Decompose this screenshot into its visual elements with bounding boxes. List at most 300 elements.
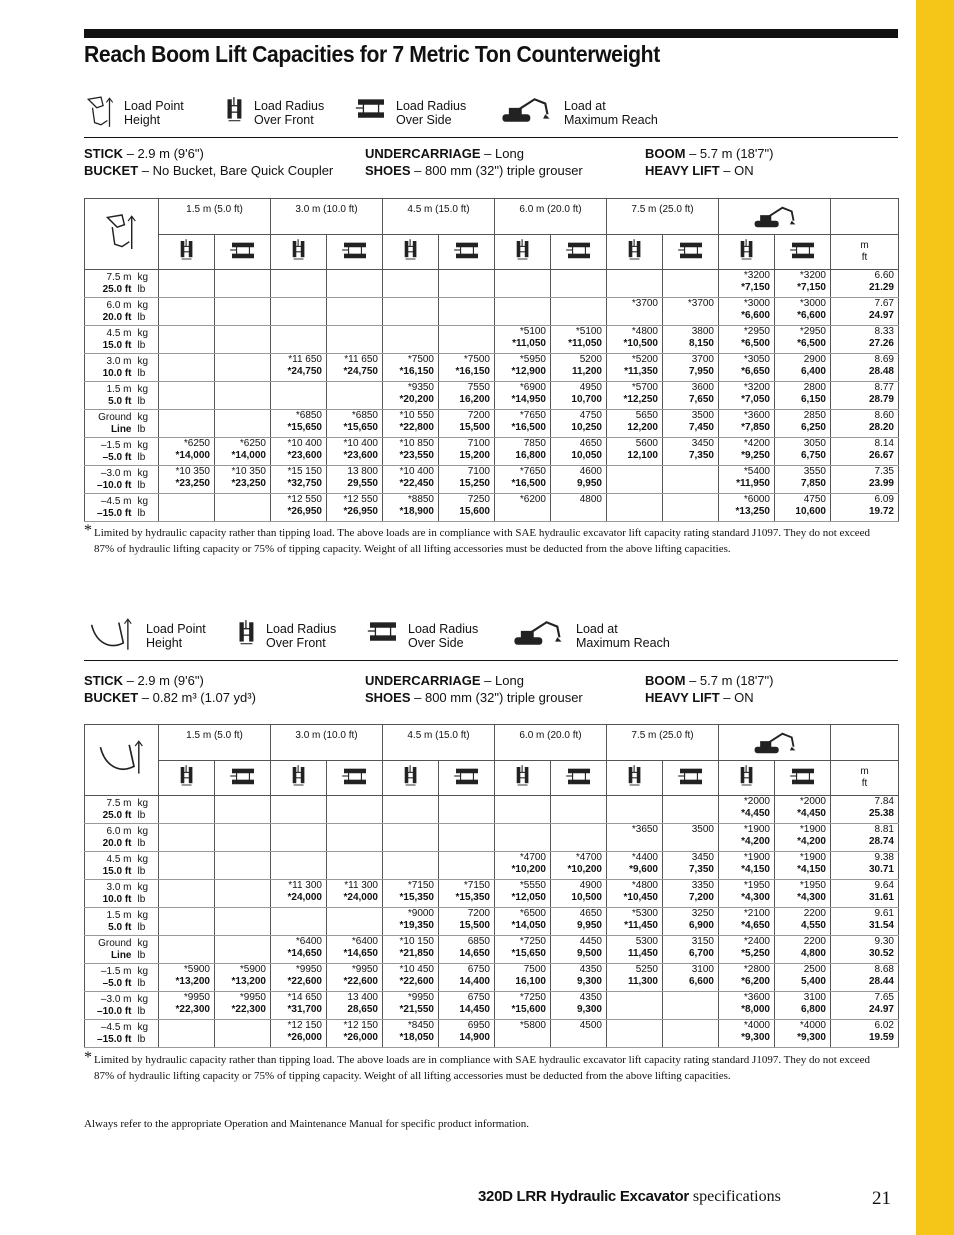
capacity-cell: *14 650 *31,700 bbox=[271, 992, 327, 1020]
capacity-cell: *10 850 *23,550 bbox=[383, 438, 439, 466]
capacity-cell bbox=[551, 796, 607, 824]
capacity-cell: *3050 *6,650 bbox=[719, 354, 775, 382]
capacity-cell bbox=[495, 824, 551, 852]
unit-label: kg lb bbox=[135, 298, 159, 326]
capacity-cell: 4350 9,300 bbox=[551, 964, 607, 992]
legend-item-load-radius-front bbox=[236, 618, 336, 650]
load-radius-over-side-icon bbox=[453, 239, 481, 261]
side-icon-cell bbox=[663, 761, 719, 796]
capacity-cell bbox=[215, 410, 271, 438]
capacity-cell: 7500 16,100 bbox=[495, 964, 551, 992]
load-at-max-reach-icon bbox=[508, 618, 568, 648]
divider bbox=[84, 660, 898, 661]
front-icon-cell bbox=[495, 761, 551, 796]
distance-header: 3.0 m (10.0 ft) bbox=[271, 199, 383, 235]
capacity-cell: 7100 15,250 bbox=[439, 466, 495, 494]
capacity-cell bbox=[159, 852, 215, 880]
table-row bbox=[85, 466, 899, 494]
capacity-cell: 7250 15,600 bbox=[439, 494, 495, 522]
capacity-cell: 5650 12,200 bbox=[607, 410, 663, 438]
max-reach-cell: 8.81 28.74 bbox=[831, 824, 899, 852]
spec-boom-2: BOOM – 5.7 m (18'7") HEAVY LIFT – ON bbox=[645, 673, 774, 705]
spec-stick-bucket-1: STICK – 2.9 m (9'6") BUCKET – No Bucket, Bare Quick Coupler bbox=[84, 146, 334, 178]
unit-label: kg lb bbox=[135, 964, 159, 992]
distance-header: 4.5 m (15.0 ft) bbox=[383, 199, 495, 235]
lift-capacity-table-2 bbox=[84, 724, 899, 1048]
capacity-cell: *12 550 *26,950 bbox=[327, 494, 383, 522]
max-reach-cell: 7.35 23.99 bbox=[831, 466, 899, 494]
unit-label: kg lb bbox=[135, 908, 159, 936]
capacity-cell: *5400 *11,950 bbox=[719, 466, 775, 494]
capacity-cell: *5200 *11,350 bbox=[607, 354, 663, 382]
capacity-cell: *12 150 *26,000 bbox=[271, 1020, 327, 1048]
capacity-cell bbox=[271, 270, 327, 298]
capacity-cell: 3500 bbox=[663, 824, 719, 852]
capacity-cell: 4350 9,300 bbox=[551, 992, 607, 1020]
capacity-cell bbox=[215, 1020, 271, 1048]
load-radius-over-side-icon bbox=[677, 765, 705, 787]
table-row bbox=[85, 992, 899, 1020]
legend-label: Load Radius Over Side bbox=[396, 99, 467, 127]
max-reach-cell: 8.68 28.44 bbox=[831, 964, 899, 992]
front-icon-cell bbox=[383, 235, 439, 270]
load-radius-over-side-icon bbox=[229, 765, 257, 787]
capacity-cell: 5300 11,450 bbox=[607, 936, 663, 964]
max-reach-cell: 8.77 28.79 bbox=[831, 382, 899, 410]
side-icon-cell bbox=[439, 235, 495, 270]
table-row bbox=[85, 354, 899, 382]
capacity-cell: *15 150 *32,750 bbox=[271, 466, 327, 494]
legend-item-load-point-height bbox=[86, 618, 206, 652]
table-row bbox=[85, 270, 899, 298]
max-reach-cell: 8.14 26.67 bbox=[831, 438, 899, 466]
capacity-cell: 2800 6,150 bbox=[775, 382, 831, 410]
capacity-cell: *1900 *4,150 bbox=[719, 852, 775, 880]
capacity-cell bbox=[607, 270, 663, 298]
capacity-cell: *11 650 *24,750 bbox=[327, 354, 383, 382]
side-icon-cell bbox=[327, 235, 383, 270]
footnote-2: * Limited by hydraulic capacity rather than tipping load. The above loads are in compliance with SAE hydraulic excavator lift capacity rating standard J1097. They do not exceed 87% of hydraulic lifting capacity or 75% of tipping capacity. Weight of all lifting accessories must be deducted from the above lifting capacities. bbox=[84, 1049, 871, 1082]
load-radius-over-front-icon bbox=[178, 763, 196, 789]
table-row bbox=[85, 298, 899, 326]
capacity-cell: 4750 10,250 bbox=[551, 410, 607, 438]
capacity-cell bbox=[663, 466, 719, 494]
capacity-cell bbox=[215, 494, 271, 522]
max-reach-header bbox=[719, 199, 831, 235]
capacity-cell: 4650 10,050 bbox=[551, 438, 607, 466]
max-reach-cell: 6.02 19.59 bbox=[831, 1020, 899, 1048]
capacity-cell bbox=[215, 382, 271, 410]
capacity-cell: *6250 *14,000 bbox=[215, 438, 271, 466]
capacity-cell bbox=[271, 824, 327, 852]
capacity-cell: *9000 *19,350 bbox=[383, 908, 439, 936]
capacity-cell: *3200 *7,150 bbox=[775, 270, 831, 298]
load-point-height-label: –4.5 m –15.0 ft bbox=[85, 494, 135, 522]
capacity-cell: 3800 8,150 bbox=[663, 326, 719, 354]
table-row bbox=[85, 852, 899, 880]
load-radius-over-front-icon bbox=[626, 763, 644, 789]
capacity-cell bbox=[215, 326, 271, 354]
footer-model bbox=[478, 1188, 781, 1206]
side-icon-cell bbox=[663, 235, 719, 270]
capacity-cell bbox=[215, 270, 271, 298]
capacity-cell bbox=[327, 298, 383, 326]
side-icon-cell bbox=[775, 235, 831, 270]
capacity-cell: 3050 6,750 bbox=[775, 438, 831, 466]
unit-label: kg lb bbox=[135, 382, 159, 410]
footnote-1: * Limited by hydraulic capacity rather than tipping load. The above loads are in compliance with SAE hydraulic excavator lift capacity rating standard J1097. They do not exceed 87% of hydraulic lifting capacity or 75% of tipping capacity. Weight of all lifting accessories must be deducted from the above lifting capacities. bbox=[84, 522, 871, 555]
capacity-cell: *6250 *14,000 bbox=[159, 438, 215, 466]
capacity-cell: 5200 11,200 bbox=[551, 354, 607, 382]
front-icon-cell bbox=[159, 235, 215, 270]
capacity-cell: 4500 bbox=[551, 1020, 607, 1048]
capacity-cell bbox=[215, 824, 271, 852]
capacity-cell: 7200 15,500 bbox=[439, 908, 495, 936]
capacity-cell: *2400 *5,250 bbox=[719, 936, 775, 964]
capacity-cell: 3500 7,450 bbox=[663, 410, 719, 438]
capacity-cell: 13 400 28,650 bbox=[327, 992, 383, 1020]
capacity-cell bbox=[215, 936, 271, 964]
capacity-cell bbox=[159, 824, 215, 852]
reach-unit-blank bbox=[831, 725, 899, 761]
capacity-cell: 5250 11,300 bbox=[607, 964, 663, 992]
load-radius-over-front-icon bbox=[514, 763, 532, 789]
capacity-cell: 7550 16,200 bbox=[439, 382, 495, 410]
capacity-cell: *2000 *4,450 bbox=[775, 796, 831, 824]
legend-label: Load Point Height bbox=[146, 622, 206, 650]
capacity-cell bbox=[271, 326, 327, 354]
capacity-cell: *8850 *18,900 bbox=[383, 494, 439, 522]
capacity-cell: 2500 5,400 bbox=[775, 964, 831, 992]
side-icon-cell bbox=[439, 761, 495, 796]
capacity-cell bbox=[607, 494, 663, 522]
unit-label: kg lb bbox=[135, 1020, 159, 1048]
capacity-cell: 6850 14,650 bbox=[439, 936, 495, 964]
load-radius-over-side-icon bbox=[677, 239, 705, 261]
capacity-cell: 7100 15,200 bbox=[439, 438, 495, 466]
max-reach-cell: 6.09 19.72 bbox=[831, 494, 899, 522]
capacity-cell: *4000 *9,300 bbox=[775, 1020, 831, 1048]
spec-undercarriage-1: UNDERCARRIAGE – Long SHOES – 800 mm (32") triple grouser bbox=[365, 146, 583, 178]
legend-label: Load at Maximum Reach bbox=[576, 622, 670, 650]
capacity-cell bbox=[159, 796, 215, 824]
capacity-cell: *11 650 *24,750 bbox=[271, 354, 327, 382]
capacity-cell bbox=[439, 298, 495, 326]
front-icon-cell bbox=[271, 761, 327, 796]
capacity-cell: 13 800 29,550 bbox=[327, 466, 383, 494]
capacity-cell bbox=[439, 270, 495, 298]
capacity-cell: *5900 *13,200 bbox=[159, 964, 215, 992]
load-radius-over-front-icon bbox=[290, 763, 308, 789]
spec-boom-1: BOOM – 5.7 m (18'7") HEAVY LIFT – ON bbox=[645, 146, 774, 178]
capacity-cell bbox=[159, 1020, 215, 1048]
capacity-cell: *6000 *13,250 bbox=[719, 494, 775, 522]
capacity-cell: 3100 6,800 bbox=[775, 992, 831, 1020]
load-radius-over-side-icon bbox=[789, 765, 817, 787]
capacity-cell: *4200 *9,250 bbox=[719, 438, 775, 466]
capacity-cell: *10 550 *22,800 bbox=[383, 410, 439, 438]
capacity-cell: *5900 *13,200 bbox=[215, 964, 271, 992]
table-row bbox=[85, 964, 899, 992]
table-row bbox=[85, 824, 899, 852]
capacity-cell: 5600 12,100 bbox=[607, 438, 663, 466]
corner-icon-cell bbox=[85, 725, 159, 796]
capacity-cell: *5700 *12,250 bbox=[607, 382, 663, 410]
divider bbox=[84, 137, 898, 138]
load-at-max-reach-icon bbox=[749, 730, 801, 756]
unit-label: kg lb bbox=[135, 410, 159, 438]
distance-header: 7.5 m (25.0 ft) bbox=[607, 199, 719, 235]
legend-label: Load at Maximum Reach bbox=[564, 99, 658, 127]
capacity-cell: *7150 *15,350 bbox=[439, 880, 495, 908]
load-point-height-label: –1.5 m –5.0 ft bbox=[85, 964, 135, 992]
capacity-cell: *3200 *7,050 bbox=[719, 382, 775, 410]
legend-top bbox=[84, 95, 898, 139]
capacity-cell: *8450 *18,050 bbox=[383, 1020, 439, 1048]
table-row bbox=[85, 796, 899, 824]
capacity-cell: *3650 bbox=[607, 824, 663, 852]
load-point-height-label: 6.0 m 20.0 ft bbox=[85, 824, 135, 852]
unit-label: kg lb bbox=[135, 796, 159, 824]
distance-header: 3.0 m (10.0 ft) bbox=[271, 725, 383, 761]
max-reach-cell: 7.84 25.38 bbox=[831, 796, 899, 824]
capacity-cell: 4650 9,950 bbox=[551, 908, 607, 936]
capacity-cell: 4950 10,700 bbox=[551, 382, 607, 410]
capacity-cell: 7200 15,500 bbox=[439, 410, 495, 438]
capacity-cell: 2900 6,400 bbox=[775, 354, 831, 382]
capacity-cell: *9950 *22,300 bbox=[159, 992, 215, 1020]
capacity-cell: *5550 *12,050 bbox=[495, 880, 551, 908]
distance-header: 7.5 m (25.0 ft) bbox=[607, 725, 719, 761]
side-icon-cell bbox=[215, 235, 271, 270]
reach-unit-blank bbox=[831, 199, 899, 235]
load-point-height-label: Ground Line bbox=[85, 936, 135, 964]
load-radius-over-front-icon bbox=[224, 95, 246, 125]
distance-header: 1.5 m (5.0 ft) bbox=[159, 725, 271, 761]
capacity-cell: *3700 bbox=[607, 298, 663, 326]
load-radius-over-front-icon bbox=[178, 237, 196, 263]
max-reach-cell: 8.69 28.48 bbox=[831, 354, 899, 382]
capacity-cell bbox=[159, 908, 215, 936]
load-at-max-reach-icon bbox=[496, 95, 556, 125]
front-icon-cell bbox=[383, 761, 439, 796]
load-radius-over-front-icon bbox=[514, 237, 532, 263]
capacity-cell: *3600 *7,850 bbox=[719, 410, 775, 438]
capacity-cell: *6400 *14,650 bbox=[327, 936, 383, 964]
unit-label: kg lb bbox=[135, 992, 159, 1020]
capacity-cell bbox=[551, 270, 607, 298]
legend-label: Load Radius Over Front bbox=[266, 622, 337, 650]
max-reach-cell: 9.64 31.61 bbox=[831, 880, 899, 908]
page-title: Reach Boom Lift Capacities for 7 Metric Ton Counterweight bbox=[84, 41, 660, 67]
capacity-cell: *4800 *10,500 bbox=[607, 326, 663, 354]
capacity-cell bbox=[159, 326, 215, 354]
max-reach-cell: 8.33 27.26 bbox=[831, 326, 899, 354]
capacity-cell bbox=[271, 852, 327, 880]
reach-unit-header: m ft bbox=[831, 761, 899, 796]
load-point-height-label: Ground Line bbox=[85, 410, 135, 438]
front-icon-cell bbox=[719, 761, 775, 796]
capacity-cell: *1950 *4,300 bbox=[775, 880, 831, 908]
capacity-cell bbox=[663, 796, 719, 824]
front-icon-cell bbox=[271, 235, 327, 270]
capacity-cell: *5800 bbox=[495, 1020, 551, 1048]
table-row bbox=[85, 936, 899, 964]
load-point-height-label: 3.0 m 10.0 ft bbox=[85, 354, 135, 382]
capacity-cell bbox=[215, 298, 271, 326]
unit-label: kg lb bbox=[135, 354, 159, 382]
load-radius-over-side-icon bbox=[366, 618, 400, 644]
load-radius-over-front-icon bbox=[402, 763, 420, 789]
capacity-cell: *5100 *11,050 bbox=[551, 326, 607, 354]
capacity-cell: 6750 14,450 bbox=[439, 992, 495, 1020]
legend-label: Load Radius Over Side bbox=[408, 622, 479, 650]
capacity-cell: 4600 9,950 bbox=[551, 466, 607, 494]
capacity-cell: *6200 bbox=[495, 494, 551, 522]
legend-bottom bbox=[84, 618, 898, 662]
capacity-cell: *2800 *6,200 bbox=[719, 964, 775, 992]
capacity-cell bbox=[215, 796, 271, 824]
capacity-cell bbox=[663, 992, 719, 1020]
capacity-cell: *9350 *20,200 bbox=[383, 382, 439, 410]
capacity-cell: *6400 *14,650 bbox=[271, 936, 327, 964]
capacity-cell: 3450 7,350 bbox=[663, 852, 719, 880]
capacity-cell: 3350 7,200 bbox=[663, 880, 719, 908]
unit-label: kg lb bbox=[135, 880, 159, 908]
capacity-cell: *5300 *11,450 bbox=[607, 908, 663, 936]
capacity-cell: *1950 *4,300 bbox=[719, 880, 775, 908]
legend-item-load-max-reach bbox=[496, 95, 658, 127]
capacity-cell: *4800 *10,450 bbox=[607, 880, 663, 908]
capacity-cell: *7500 *16,150 bbox=[439, 354, 495, 382]
load-radius-over-front-icon bbox=[738, 237, 756, 263]
bucket-load-point-height-icon bbox=[86, 618, 138, 652]
capacity-cell bbox=[271, 298, 327, 326]
max-reach-cell: 8.60 28.20 bbox=[831, 410, 899, 438]
capacity-cell: *2950 *6,500 bbox=[719, 326, 775, 354]
capacity-cell: *4400 *9,600 bbox=[607, 852, 663, 880]
capacity-cell bbox=[383, 824, 439, 852]
side-icon-cell bbox=[215, 761, 271, 796]
capacity-cell bbox=[439, 852, 495, 880]
capacity-cell: *6500 *14,050 bbox=[495, 908, 551, 936]
table-row bbox=[85, 326, 899, 354]
capacity-cell: *3000 *6,600 bbox=[719, 298, 775, 326]
load-radius-over-side-icon bbox=[453, 765, 481, 787]
max-reach-cell: 7.67 24.97 bbox=[831, 298, 899, 326]
table-row bbox=[85, 494, 899, 522]
capacity-cell: *4700 *10,200 bbox=[551, 852, 607, 880]
table-row bbox=[85, 908, 899, 936]
capacity-cell bbox=[663, 494, 719, 522]
capacity-cell: *7500 *16,150 bbox=[383, 354, 439, 382]
page-edge-accent-bar bbox=[916, 0, 954, 1235]
load-point-height-label: –1.5 m –5.0 ft bbox=[85, 438, 135, 466]
capacity-cell bbox=[327, 796, 383, 824]
load-radius-over-side-icon bbox=[341, 239, 369, 261]
load-at-max-reach-icon bbox=[749, 204, 801, 230]
bucket-load-point-height-icon bbox=[98, 738, 146, 778]
capacity-cell: *9950 *21,550 bbox=[383, 992, 439, 1020]
capacity-cell bbox=[159, 298, 215, 326]
unit-label: kg lb bbox=[135, 494, 159, 522]
orientation-header-row bbox=[85, 235, 899, 270]
capacity-cell: *7250 *15,650 bbox=[495, 936, 551, 964]
capacity-cell bbox=[271, 796, 327, 824]
manual-reference-note: Always refer to the appropriate Operation and Maintenance Manual for specific product information. bbox=[84, 1118, 530, 1130]
capacity-cell: *4700 *10,200 bbox=[495, 852, 551, 880]
max-reach-cell: 9.38 30.71 bbox=[831, 852, 899, 880]
capacity-cell: 2850 6,250 bbox=[775, 410, 831, 438]
distance-header: 4.5 m (15.0 ft) bbox=[383, 725, 495, 761]
capacity-cell bbox=[495, 298, 551, 326]
capacity-cell bbox=[383, 852, 439, 880]
capacity-cell: *10 350 *23,250 bbox=[159, 466, 215, 494]
capacity-cell: *1900 *4,200 bbox=[719, 824, 775, 852]
load-point-height-label: 1.5 m 5.0 ft bbox=[85, 908, 135, 936]
side-icon-cell bbox=[327, 761, 383, 796]
distance-header: 6.0 m (20.0 ft) bbox=[495, 199, 607, 235]
capacity-cell bbox=[383, 298, 439, 326]
unit-label: kg lb bbox=[135, 326, 159, 354]
load-radius-over-side-icon bbox=[565, 239, 593, 261]
capacity-cell bbox=[607, 1020, 663, 1048]
capacity-cell: *4000 *9,300 bbox=[719, 1020, 775, 1048]
model-name: 320D LRR Hydraulic Excavator bbox=[478, 1188, 689, 1205]
capacity-cell: 3600 7,650 bbox=[663, 382, 719, 410]
capacity-cell bbox=[383, 796, 439, 824]
unit-label: kg lb bbox=[135, 466, 159, 494]
capacity-cell: *10 400 *23,600 bbox=[271, 438, 327, 466]
title-rule bbox=[84, 29, 898, 38]
capacity-cell: *2000 *4,450 bbox=[719, 796, 775, 824]
capacity-cell bbox=[551, 298, 607, 326]
capacity-cell bbox=[327, 382, 383, 410]
table-row bbox=[85, 1020, 899, 1048]
capacity-cell bbox=[439, 326, 495, 354]
capacity-cell: 4800 bbox=[551, 494, 607, 522]
max-reach-cell: 9.30 30.52 bbox=[831, 936, 899, 964]
legend-item-load-max-reach bbox=[508, 618, 670, 650]
capacity-cell: *7250 *15,600 bbox=[495, 992, 551, 1020]
reach-unit-header: m ft bbox=[831, 235, 899, 270]
capacity-cell bbox=[327, 326, 383, 354]
capacity-cell: 3100 6,600 bbox=[663, 964, 719, 992]
legend-label: Load Radius Over Front bbox=[254, 99, 325, 127]
capacity-cell bbox=[551, 824, 607, 852]
capacity-cell bbox=[327, 852, 383, 880]
capacity-cell bbox=[607, 466, 663, 494]
capacity-cell: *10 400 *23,600 bbox=[327, 438, 383, 466]
capacity-cell bbox=[159, 410, 215, 438]
load-radius-over-front-icon bbox=[626, 237, 644, 263]
capacity-cell bbox=[215, 354, 271, 382]
capacity-cell bbox=[383, 270, 439, 298]
load-point-height-label: 7.5 m 25.0 ft bbox=[85, 796, 135, 824]
spec-stick-bucket-2: STICK – 2.9 m (9'6") BUCKET – 0.82 m³ (1.07 yd³) bbox=[84, 673, 256, 705]
capacity-cell bbox=[271, 382, 327, 410]
capacity-cell: *3200 *7,150 bbox=[719, 270, 775, 298]
capacity-cell: *10 350 *23,250 bbox=[215, 466, 271, 494]
capacity-cell: 2200 4,550 bbox=[775, 908, 831, 936]
load-radius-over-front-icon bbox=[236, 618, 258, 648]
capacity-cell bbox=[495, 270, 551, 298]
capacity-cell: *2100 *4,650 bbox=[719, 908, 775, 936]
capacity-cell bbox=[663, 1020, 719, 1048]
table-row bbox=[85, 382, 899, 410]
max-reach-cell: 9.61 31.54 bbox=[831, 908, 899, 936]
legend-label: Load Point Height bbox=[124, 99, 184, 127]
